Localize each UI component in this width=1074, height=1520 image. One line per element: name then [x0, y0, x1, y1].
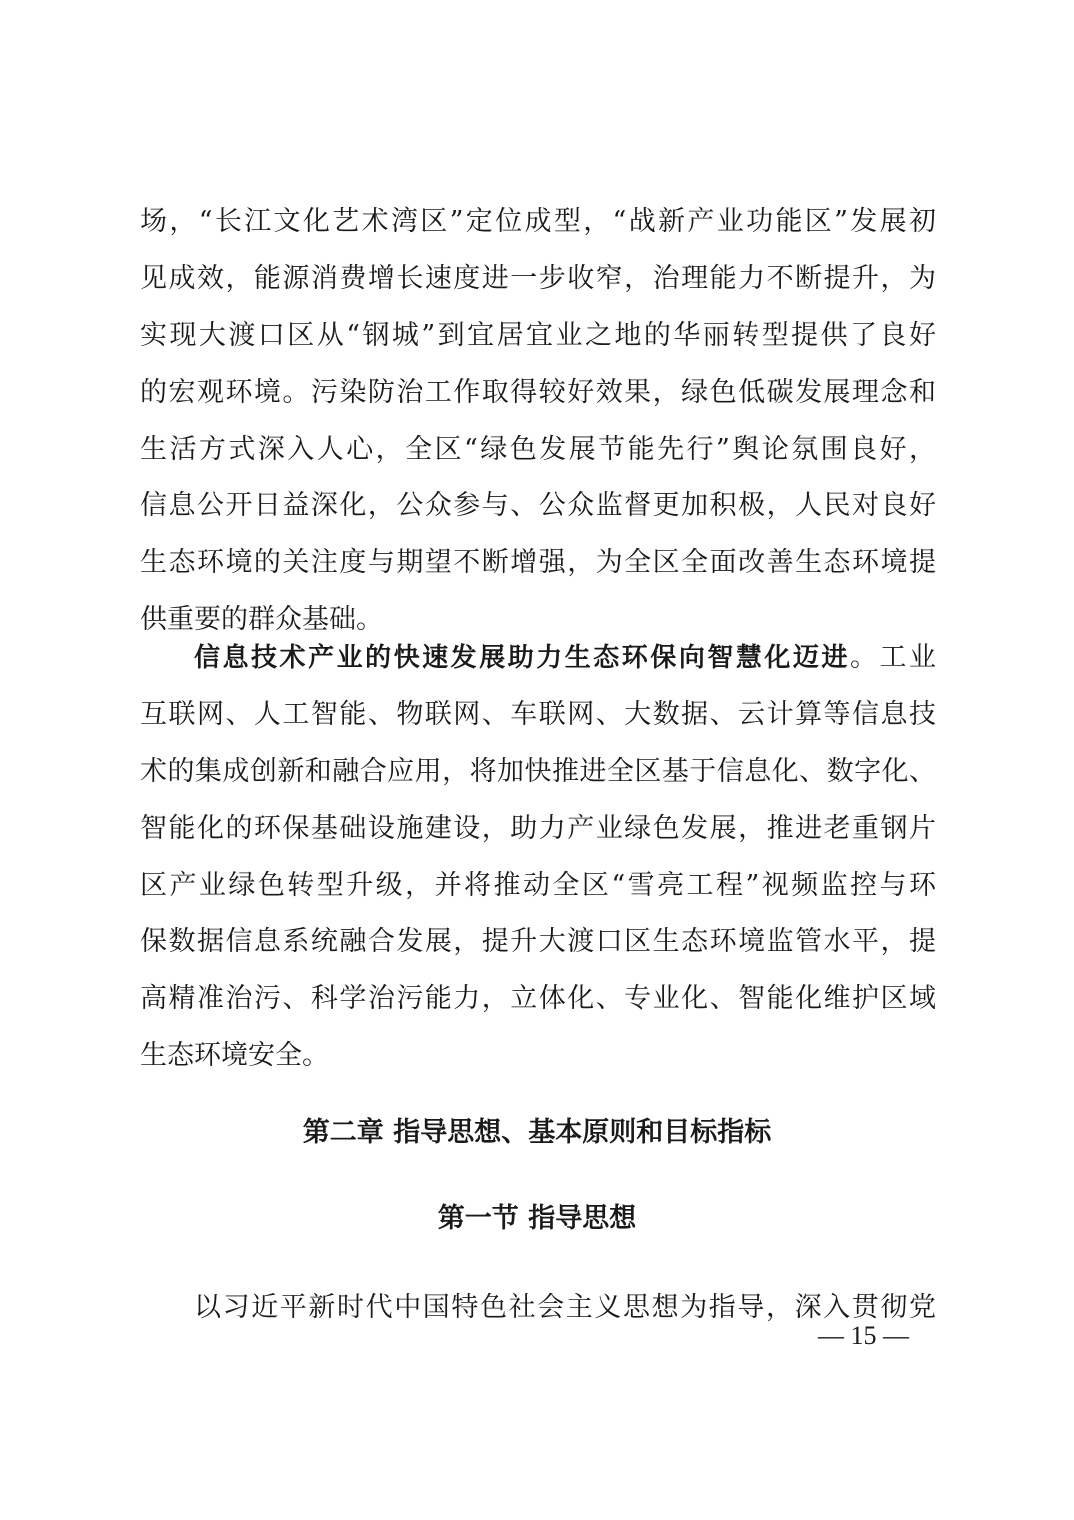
paragraph-line: 保数据信息系统融合发展，提升大渡口区生态环境监管水平，提 [140, 926, 936, 958]
paragraph-line: 见成效，能源消费增长速度进一步收窄，治理能力不断提升，为 [140, 262, 936, 294]
paragraph-line: 的宏观环境。污染防治工作取得较好效果，绿色低碳发展理念和 [140, 376, 936, 408]
paragraph-line: 互联网、人工智能、物联网、车联网、大数据、云计算等信息技 [140, 698, 936, 730]
page-number: — 15 — [818, 1321, 909, 1350]
bold-lead-sentence: 信息技术产业的快速发展助力生态环保向智慧化迈进 [194, 643, 850, 673]
paragraph-context [140, 194, 936, 649]
paragraph-line: 实现大渡口区从“钢城”到宜居宜业之地的华丽转型提供了良好 [140, 319, 936, 351]
paragraph-line-rest: 。工业 [849, 642, 936, 673]
paragraph-guiding-thought [140, 1280, 936, 1337]
paragraph-line: 生态环境的关注度与期望不断增强，为全区全面改善生态环境提 [140, 547, 936, 579]
paragraph-line: 以习近平新时代中国特色社会主义思想为指导，深入贯彻党 [194, 1292, 936, 1323]
paragraph-line: 生活方式深入人心，全区“绿色发展节能先行”舆论氛围良好， [140, 433, 936, 465]
paragraph-first-line [140, 630, 936, 687]
paragraph-line: 高精准治污、科学治污能力，立体化、专业化、智能化维护区域 [140, 983, 936, 1015]
paragraph-line: 术的集成创新和融合应用，将加快推进全区基于信息化、数字化、 [140, 755, 936, 787]
paragraph-line: 区产业绿色转型升级，并将推动全区“雪亮工程”视频监控与环 [140, 869, 936, 901]
paragraph-it-industry [140, 630, 936, 1085]
paragraph-line: 供重要的群众基础。 [140, 604, 383, 636]
chapter-heading: 第二章 指导思想、基本原则和目标指标 [302, 1117, 772, 1148]
paragraph-line: 智能化的环保基础设施建设，助力产业绿色发展，推进老重钢片 [140, 812, 936, 844]
paragraph-line: 信息公开日益深化，公众参与、公众监督更加积极，人民对良好 [140, 490, 936, 522]
section-heading: 第一节 指导思想 [437, 1203, 637, 1234]
paragraph-line: 场，“长江文化艺术湾区”定位成型，“战新产业功能区”发展初 [140, 206, 936, 237]
paragraph-line: 生态环境安全。 [140, 1040, 329, 1072]
